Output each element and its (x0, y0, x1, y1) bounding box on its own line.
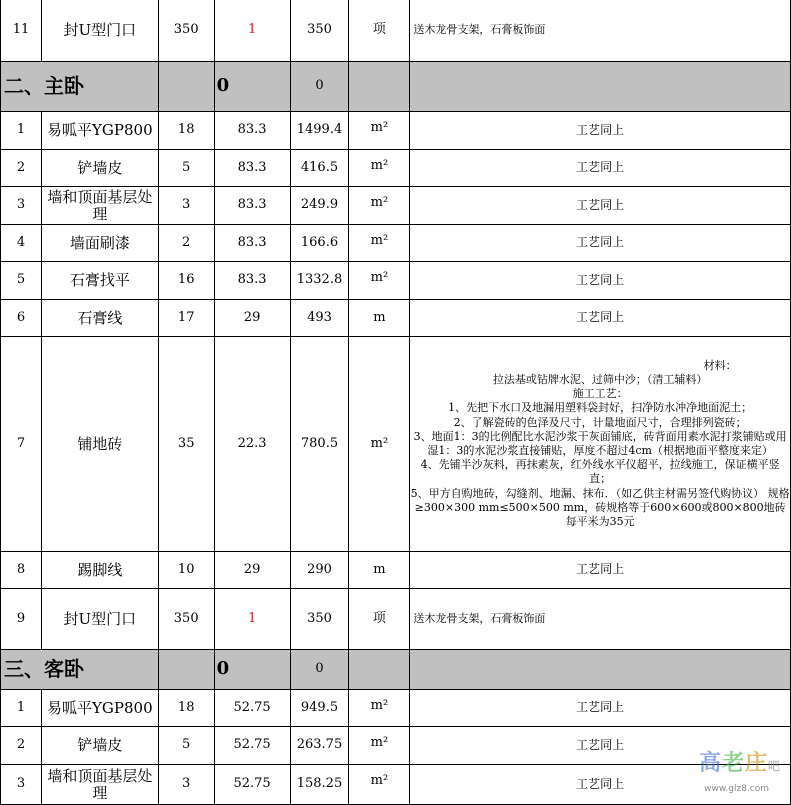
table-row (1, 589, 791, 650)
total: 350 (290, 0, 349, 62)
total: 166.6 (290, 225, 349, 262)
unit: 项 (349, 589, 410, 650)
table-row (1, 690, 791, 727)
remark: 工艺同上 (410, 112, 791, 150)
unit-price: 83.3 (214, 187, 290, 225)
process-line: 1、先把下水口及地漏用塑料袋封好，扫净防水冲净地面泥土； (448, 401, 753, 415)
total: 949.5 (290, 690, 349, 727)
table-row (1, 112, 791, 150)
watermark-url: www.glz8.com (704, 784, 769, 794)
remark: 工艺同上 (410, 690, 791, 727)
item-name: 易呱平YGP800 (41, 112, 158, 150)
unit-price: 83.3 (214, 262, 290, 300)
unit: m² (349, 727, 410, 765)
unit: m² (349, 262, 410, 300)
item-name: 踢脚线 (41, 552, 158, 589)
unit: m² (349, 225, 410, 262)
total: 1499.4 (290, 112, 349, 150)
quantity: 18 (158, 690, 214, 727)
row-number: 3 (1, 187, 42, 225)
process-line: 2、了解瓷砖的色泽及尺寸，计量地面尺寸，合理排列瓷砖； (453, 415, 747, 429)
table-row (1, 187, 791, 225)
unit-price: 22.3 (214, 337, 290, 552)
section-empty (349, 650, 410, 690)
section-subtotal: 0 (214, 650, 290, 690)
unit: m (349, 552, 410, 589)
process-line: 4、先铺半沙灰料，再抹素灰，红外线水平仪超平，拉线施工，保证横平竖直； (420, 458, 780, 486)
unit: 项 (349, 0, 410, 62)
watermark-char: 庄 (744, 751, 768, 776)
row-number: 9 (1, 589, 42, 650)
item-name: 封U型门口 (41, 0, 158, 62)
section-total: 0 (290, 62, 349, 112)
unit: m² (349, 690, 410, 727)
row-number: 6 (1, 300, 42, 337)
section-subtotal: 0 (214, 62, 290, 112)
unit-price: 83.3 (214, 112, 290, 150)
total: 493 (290, 300, 349, 337)
total: 350 (290, 589, 349, 650)
table-row (1, 300, 791, 337)
process-line: 材料： (703, 358, 737, 372)
section-empty (410, 650, 791, 690)
unit-price: 1 (214, 589, 290, 650)
quantity: 350 (158, 0, 214, 62)
table-row (1, 150, 791, 187)
process-line: 拉法基或钻牌水泥、过筛中沙；（清工辅料） (492, 372, 708, 386)
watermark-logo (699, 746, 781, 777)
row-number: 7 (1, 337, 42, 552)
process-line: 5、甲方自购地砖，勾缝剂、地漏、抹布．（如乙供主材需另签代购协议） 规格≥300×300 mm≤500×500 mm，砖规格等于600×600或800×800地砖每平米为35元 (410, 486, 790, 529)
section-empty (158, 650, 214, 690)
section-empty (158, 62, 214, 112)
item-name: 墙面刷漆 (41, 225, 158, 262)
section-empty (349, 62, 410, 112)
unit-price: 52.75 (214, 765, 290, 805)
remark: 工艺同上 (410, 150, 791, 187)
section-header (1, 62, 791, 112)
table-row (1, 262, 791, 300)
remark: 工艺同上 (410, 552, 791, 589)
unit: m² (349, 112, 410, 150)
quantity: 10 (158, 552, 214, 589)
quantity: 5 (158, 727, 214, 765)
total: 158.25 (290, 765, 349, 805)
section-title: 二、主卧 (1, 62, 159, 112)
item-name: 铺地砖 (41, 337, 158, 552)
total: 290 (290, 552, 349, 589)
item-name: 铲墙皮 (41, 727, 158, 765)
remark: 工艺同上 (410, 225, 791, 262)
unit: m² (349, 337, 410, 552)
unit-price: 1 (214, 0, 290, 62)
table-row (1, 552, 791, 589)
row-number: 2 (1, 150, 42, 187)
remark: 工艺同上 (410, 727, 791, 765)
site-watermark (669, 736, 789, 796)
remark: 工艺同上 (410, 187, 791, 225)
row-number: 1 (1, 690, 42, 727)
remark: 工艺同上 (410, 262, 791, 300)
item-name: 易呱平YGP800 (41, 690, 158, 727)
watermark-char: 老 (721, 751, 745, 776)
watermark-char: 高 (698, 751, 722, 776)
quantity: 18 (158, 112, 214, 150)
watermark-char: 吧 (767, 759, 781, 773)
process-line: 3、地面1：3的比例配比水泥沙浆干灰面铺底，砖背面用素水泥打浆铺贴或用湿1：3的水泥沙浆直接铺贴，厚度不超过4cm（根据地面平整度来定） (413, 429, 787, 457)
row-number: 4 (1, 225, 42, 262)
quantity: 17 (158, 300, 214, 337)
section-title: 三、客卧 (1, 650, 159, 690)
row-number: 8 (1, 552, 42, 589)
item-name: 铲墙皮 (41, 150, 158, 187)
total: 249.9 (290, 187, 349, 225)
section-empty (410, 62, 791, 112)
row-number: 5 (1, 262, 42, 300)
remark: 送木龙骨支架，石膏板饰面 (410, 589, 791, 650)
quantity: 350 (158, 589, 214, 650)
process-line: 施工工艺： (572, 387, 628, 401)
item-name: 石膏找平 (41, 262, 158, 300)
item-name: 墙和顶面基层处理 (41, 187, 158, 225)
row-number: 3 (1, 765, 42, 805)
remark: 工艺同上 (410, 765, 791, 805)
unit-price: 83.3 (214, 150, 290, 187)
unit-price: 29 (214, 300, 290, 337)
quantity: 3 (158, 187, 214, 225)
remark: 送木龙骨支架，石膏板饰面 (410, 0, 791, 62)
quantity: 16 (158, 262, 214, 300)
item-name: 封U型门口 (41, 589, 158, 650)
quantity: 35 (158, 337, 214, 552)
unit-price: 52.75 (214, 727, 290, 765)
total: 780.5 (290, 337, 349, 552)
table-row (1, 225, 791, 262)
quantity: 2 (158, 225, 214, 262)
quantity: 5 (158, 150, 214, 187)
row-number: 1 (1, 112, 42, 150)
item-name: 石膏线 (41, 300, 158, 337)
unit-price: 29 (214, 552, 290, 589)
quantity: 3 (158, 765, 214, 805)
unit-price: 52.75 (214, 690, 290, 727)
row-number: 11 (1, 0, 42, 62)
item-name: 墙和顶面基层处理 (41, 765, 158, 805)
total: 263.75 (290, 727, 349, 765)
unit-price: 83.3 (214, 225, 290, 262)
section-header (1, 650, 791, 690)
process-description (410, 337, 791, 552)
unit: m² (349, 765, 410, 805)
total: 416.5 (290, 150, 349, 187)
unit: m² (349, 187, 410, 225)
unit: m² (349, 150, 410, 187)
row-number: 2 (1, 727, 42, 765)
table-row (1, 0, 791, 62)
unit: m (349, 300, 410, 337)
section-total: 0 (290, 650, 349, 690)
remark: 工艺同上 (410, 300, 791, 337)
table-row (1, 337, 791, 552)
total: 1332.8 (290, 262, 349, 300)
